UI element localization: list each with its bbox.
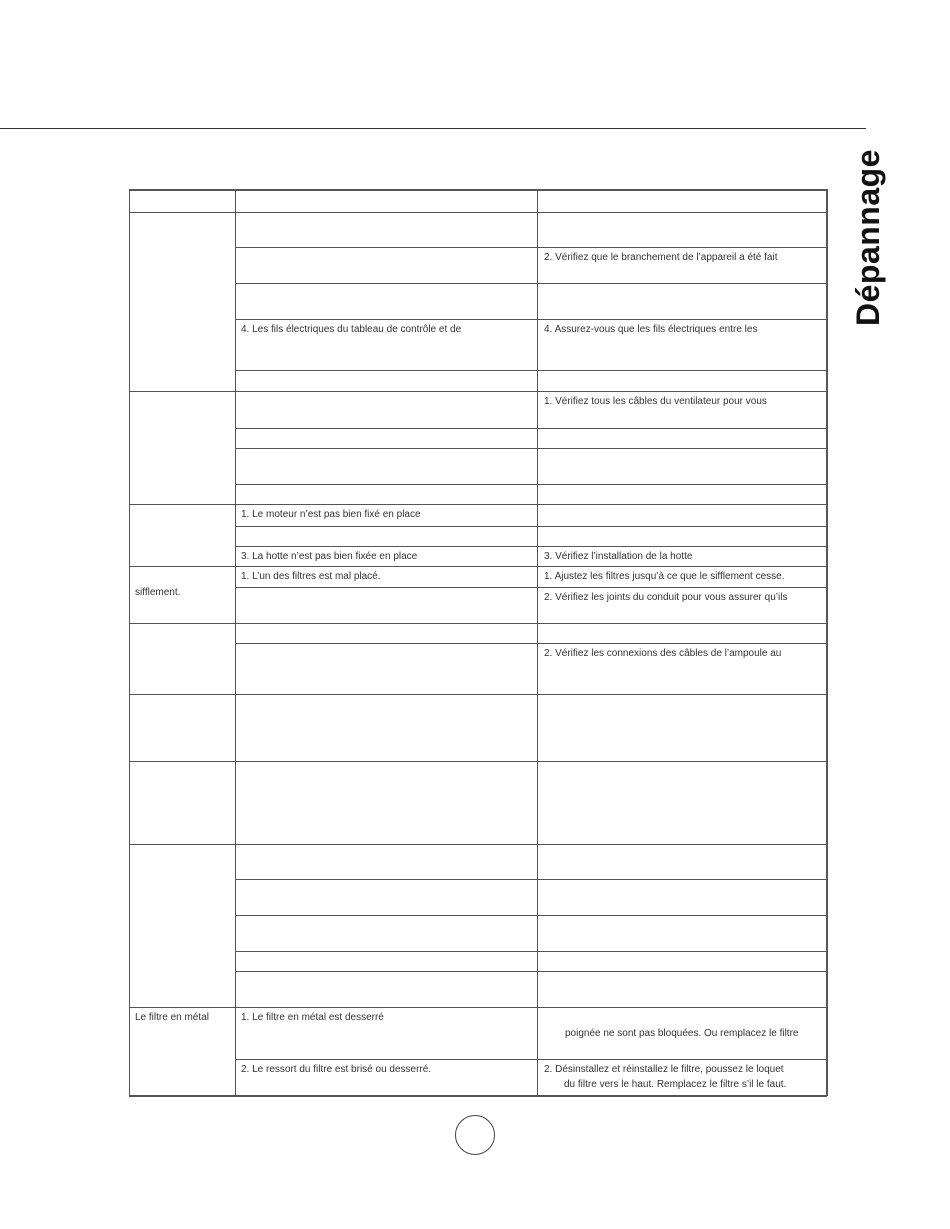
subrow-separator bbox=[235, 370, 827, 371]
row-separator bbox=[129, 694, 827, 695]
row-separator bbox=[129, 391, 827, 392]
solution-text: 1. Ajustez les filtres jusqu’à ce que le sifflement cesse. bbox=[544, 571, 785, 582]
table-border-top bbox=[129, 189, 827, 191]
cause-text: 2. Le ressort du filtre est brisé ou desserré. bbox=[241, 1064, 432, 1075]
subrow-separator bbox=[235, 448, 827, 449]
solution-text: 2. Vérifiez que le branchement de l’appareil a été fait bbox=[544, 252, 778, 263]
row-separator bbox=[129, 844, 827, 845]
cause-text: 1. Le filtre en métal est desserré bbox=[241, 1012, 384, 1023]
subrow-separator bbox=[235, 879, 827, 880]
subrow-separator bbox=[235, 247, 827, 248]
subrow-separator bbox=[235, 428, 827, 429]
subrow-separator bbox=[235, 643, 827, 644]
row-separator bbox=[129, 212, 827, 213]
solution-text: 2. Désinstallez et réinstallez le filtre, poussez le loquet bbox=[544, 1064, 784, 1075]
solution-text: 4. Assurez-vous que les fils électriques entre les bbox=[544, 324, 758, 335]
problem-text: Le filtre en métal bbox=[135, 1012, 209, 1023]
row-separator bbox=[129, 1007, 827, 1008]
solution-text: 1. Vérifiez tous les câbles du ventilateur pour vous bbox=[544, 396, 767, 407]
subrow-separator bbox=[235, 484, 827, 485]
problem-text: sifflement. bbox=[135, 587, 181, 598]
solution-text: poignée ne sont pas bloquées. Ou remplacez le filtre bbox=[565, 1028, 799, 1039]
subrow-separator bbox=[235, 971, 827, 972]
subrow-separator bbox=[235, 319, 827, 320]
page-number-circle bbox=[455, 1115, 495, 1155]
solution-text: 2. Vérifiez les connexions des câbles de l’ampoule au bbox=[544, 648, 782, 659]
subrow-separator bbox=[235, 526, 827, 527]
table-border-bottom bbox=[129, 1095, 827, 1097]
row-separator bbox=[129, 566, 827, 567]
table-border-left bbox=[129, 189, 130, 1096]
solution-text: du filtre vers le haut. Remplacez le filtre s’il le faut. bbox=[564, 1079, 787, 1090]
subrow-separator bbox=[235, 951, 827, 952]
subrow-separator bbox=[235, 546, 827, 547]
solution-text: 2. Vérifiez les joints du conduit pour vous assurer qu’ils bbox=[544, 592, 788, 603]
section-title: Dépannage bbox=[850, 149, 886, 326]
cause-text: 1. Le moteur n’est pas bien fixé en place bbox=[241, 509, 421, 520]
cause-text: 3. La hotte n’est pas bien fixée en place bbox=[241, 551, 418, 562]
row-separator bbox=[129, 504, 827, 505]
subrow-separator bbox=[235, 1059, 827, 1060]
row-separator bbox=[129, 623, 827, 624]
cause-text: 4. Les fils électriques du tableau de contrôle et de bbox=[241, 324, 462, 335]
cause-text: 1. L’un des filtres est mal placé. bbox=[241, 571, 381, 582]
subrow-separator bbox=[235, 915, 827, 916]
row-separator bbox=[129, 761, 827, 762]
solution-text: 3. Vérifiez l’installation de la hotte bbox=[544, 551, 693, 562]
subrow-separator bbox=[235, 283, 827, 284]
subrow-separator bbox=[235, 587, 827, 588]
